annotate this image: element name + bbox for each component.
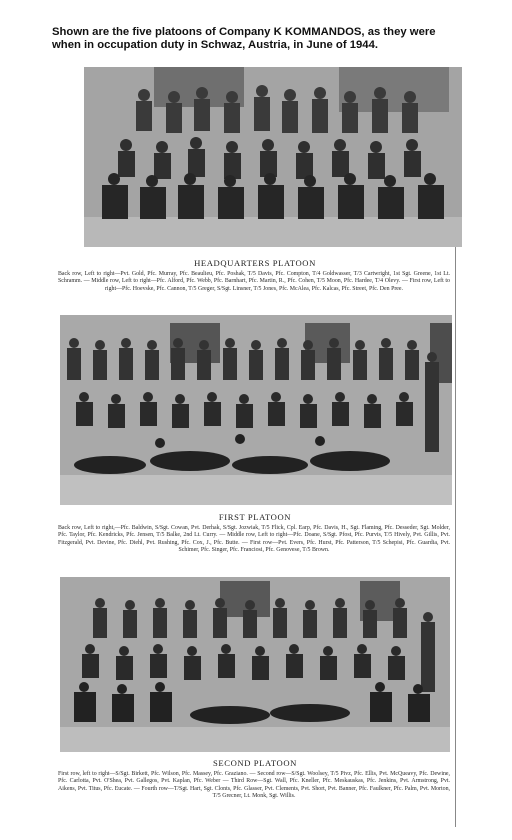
first-platoon-photo [60, 315, 452, 505]
second-platoon-title: SECOND PLATOON [213, 758, 297, 768]
headquarters-platoon-title: HEADQUARTERS PLATOON [194, 258, 316, 268]
page-heading [52, 26, 492, 52]
heading-line-2: when in occupation duty in Schwaz, Austria, in June of 1944. [52, 39, 378, 51]
headquarters-platoon-photo [84, 67, 462, 247]
heading-line-1: Shown are the five platoons of Company K KOMMANDOS, as they were [52, 26, 436, 38]
headquarters-photo-drawing [84, 67, 462, 247]
first-platoon-photo-drawing [60, 315, 452, 505]
first-platoon-caption: Back row, Left to right,—Pfc. Baldwin, S/Sgt. Cowan, Pvt. Derhak, S/Sgt. Jozwiak, T/5 Flick, Cpl. Earp, Pfc. Davis, H., Sgt. Flaming, Pfc. Desseder, Sgt. Molder, Pfc. Taylor, Pfc. Kendricks, Pfc. Jensen, T/5 Balke, 2nd Lt. Curry. — Middle row, Left to right—Pfc. Doane, S/Sgt. Pfost, Pfc. Purvis, T/5 Hively, Pvt. Gillis, Pvt. Fitzgerald, Pvt. Devine, Pfc. Diehl, Pvt. Rushing, Pfc. Cox, J., Pfc. Butte. — First row—Pvt. Evers, Pfc. Hurst, Pfc. Patterson, T/5 Schepisi, Pfc. Guardia, Pvt. Schimer, Pfc. Singer, Pfc. Franciosi, Pfc. Genovese, T/5 Brown. [58, 525, 450, 554]
first-platoon-title: FIRST PLATOON [218, 512, 292, 522]
second-platoon-photo [60, 577, 450, 752]
headquarters-platoon-caption: Back row, Left to right—Pvt. Gold, Pfc. Murray, Pfc. Beaulieu, Pfc. Poshak, T/5 Davis, Pfc. Compton, T/4 Goldwasser, T/3 Cartwright, 1st Sgt. Greene, 1st Lt. Schramm. — Middle row, Left to right—Pfc. Alford, Pfc. Webb, Pfc. Barnhart, Pfc. Martin, R., Pfc. Cohen, T/5 Moon, Pfc. Hardee, T/4 Olevy. — First row, Left to right—Pfc. Hoevske, Pfc. Cannon, T/5 Greger, S/Sgt. Linsner, T/5 Jones, Pfc. McAlea, Pfc. Kalcas, Pfc. Street, Pfc. Den Pree. [58, 271, 450, 292]
second-platoon-caption: First row, left to right—S/Sgt. Birkett, Pfc. Wilson, Pfc. Massey, Pfc. Graziano. — Second row—S/Sgt. Woolsey, T/5 Pivz, Pfc. Ellis, Pvt. McQueavy, Pfc. Dewine, Pfc. Carlotta, Pvt. O'Shea, Pvt. Gallegos, Pvt. Kaplan, Pfc. Weber — Third Row—Sgt. Wall, Pfc. Kneller, Pfc. Meskauskas, Pfc. Jenkins, Pvt. Armstrong, Pvt. Aikens, Pvt. Titus, Pfc. Eucate. — Fourth row—T/Sgt. Hart, Sgt. Clonts, Pfc. Glasser, Pvt. Clements, Pvt. Short, Pvt. Banner, Pfc. Faulkner, Pfc. Palm, Pvt. Morton, T/5 Grecner, Lt. Monk, Sgt. Willis. [58, 771, 450, 800]
second-platoon-photo-drawing [60, 577, 450, 752]
